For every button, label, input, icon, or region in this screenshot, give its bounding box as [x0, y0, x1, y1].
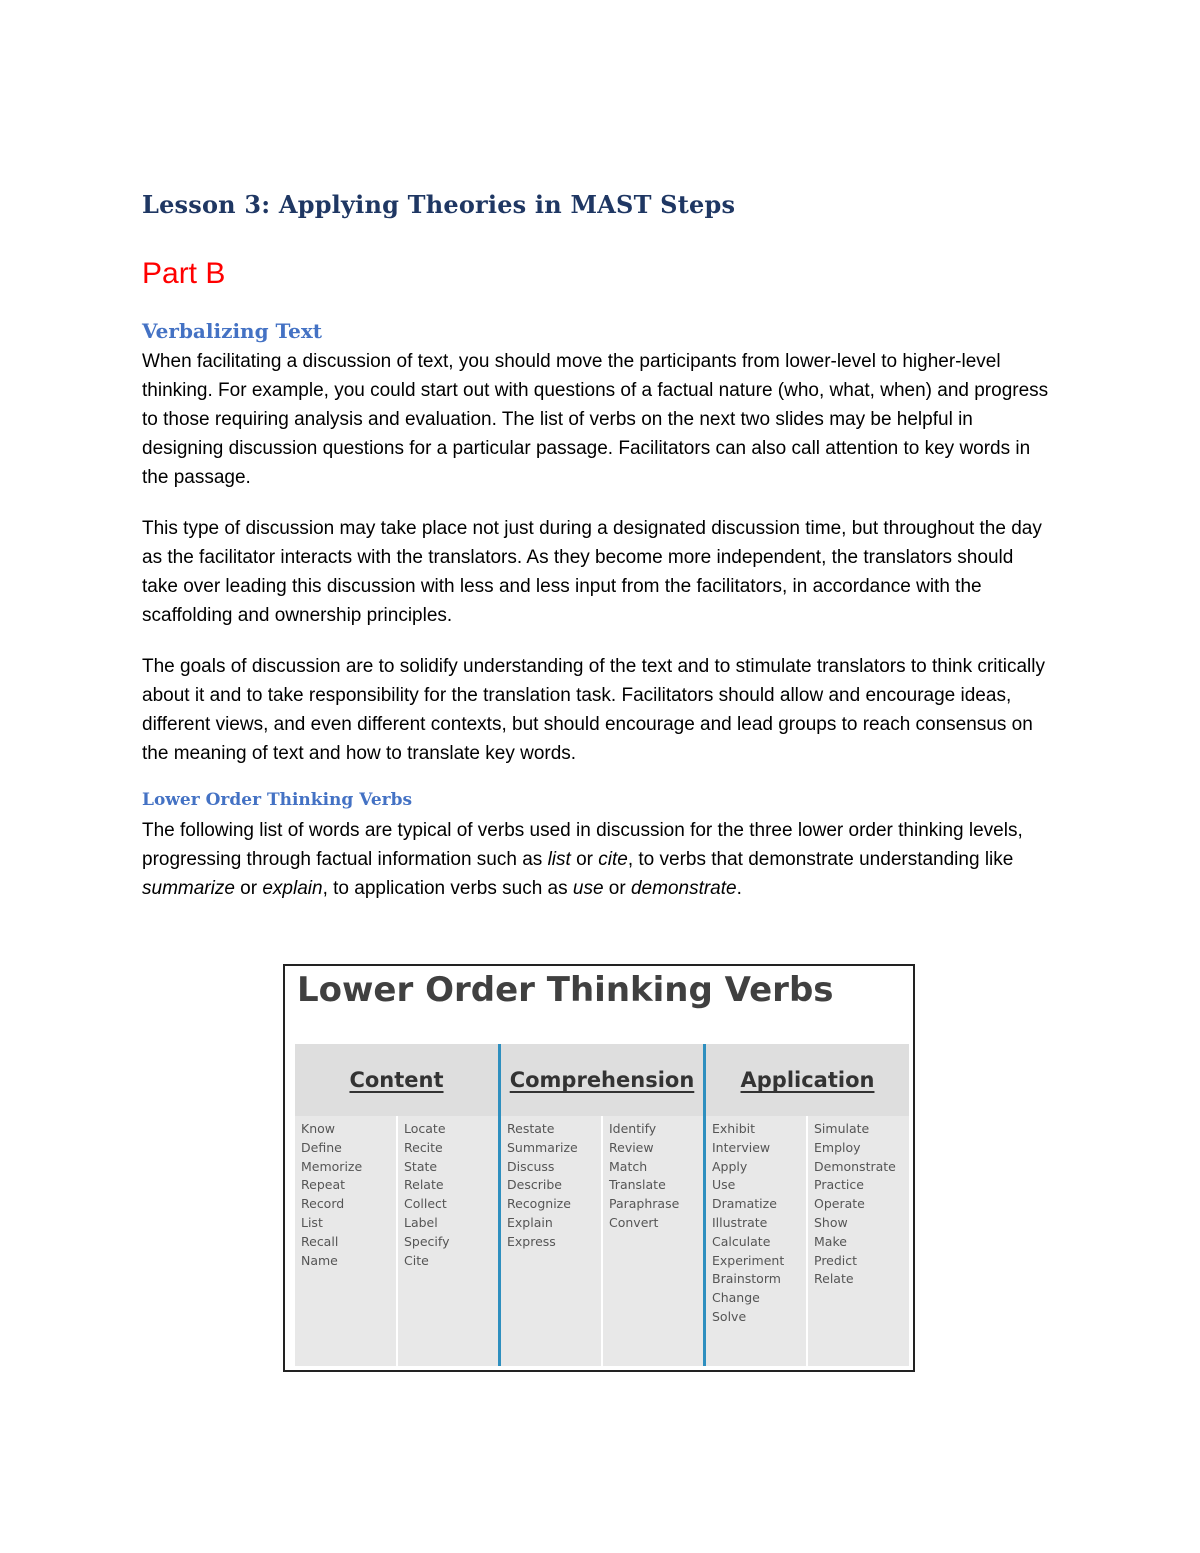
- emphasis-cite: cite: [598, 849, 628, 870]
- verb: Change: [712, 1290, 760, 1306]
- verb: Solve: [712, 1308, 747, 1324]
- verb: Convert: [609, 1214, 659, 1230]
- verb-list: [706, 1116, 806, 1366]
- verb-list: [501, 1116, 601, 1366]
- document-content: [142, 190, 1052, 903]
- verb: Exhibit: [712, 1121, 755, 1136]
- column-heading: Application: [740, 1068, 875, 1092]
- verb: Experiment: [712, 1252, 785, 1268]
- verb: Translate: [609, 1177, 666, 1193]
- verb: Paraphrase: [609, 1196, 680, 1212]
- verb: Dramatize: [712, 1196, 777, 1212]
- verb: Collect: [404, 1196, 447, 1212]
- verb: Identify: [609, 1121, 657, 1136]
- paragraph-2: This type of discussion may take place not just during a designated discussion time, but throughout the day as the facilitator interacts with the translators. As they become more independent, the translators should take over leading this discussion with less and less input from the facilitators, in accordance with the scaffolding and ownership principles.: [142, 518, 1042, 626]
- verb: Restate: [507, 1121, 555, 1136]
- lesson-title: Lesson 3: Applying Theories in MAST Steps: [142, 190, 736, 219]
- verbs-table: [295, 1044, 909, 1366]
- verb: Recall: [301, 1233, 339, 1249]
- part-title: Part B: [142, 257, 226, 290]
- verb: Cite: [404, 1252, 429, 1268]
- paragraph-1: When facilitating a discussion of text, you should move the participants from lower-level to higher-level thinking. For example, you could start out with questions of a factual nature (who, what, when) and progress to those requiring analysis and evaluation. The list of verbs on the next two slides may be helpful in designing discussion questions for a particular passage. Facilitators can also call attention to key words in the passage.: [142, 351, 1049, 488]
- verb: Name: [301, 1252, 338, 1268]
- verb: Repeat: [301, 1177, 346, 1193]
- emphasis-explain: explain: [262, 878, 323, 899]
- verb-list: [295, 1116, 396, 1366]
- column-application: [706, 1044, 909, 1366]
- verb: List: [301, 1214, 323, 1230]
- verb: Express: [507, 1233, 556, 1249]
- paragraph-4: The following list of words are typical of verbs used in discussion for the three lower order thinking levels, progressing through factual information such as list or cite, to verbs that demonstrate understanding like summarize or explain, to application verbs such as use or demonstrate.: [142, 820, 1023, 899]
- verb: Interview: [712, 1139, 771, 1155]
- verb: Memorize: [301, 1158, 363, 1174]
- verb: Apply: [712, 1158, 748, 1174]
- verb: Describe: [507, 1177, 562, 1193]
- verb: Use: [712, 1177, 736, 1193]
- verb-list: [808, 1116, 909, 1366]
- verb: Define: [301, 1139, 342, 1155]
- verb: Predict: [814, 1252, 858, 1268]
- verb-list: [603, 1116, 703, 1366]
- verb: State: [404, 1158, 438, 1174]
- verb: Specify: [404, 1233, 450, 1249]
- verb: Recognize: [507, 1196, 571, 1212]
- verb: Calculate: [712, 1233, 771, 1249]
- verbs-figure: [283, 964, 915, 1372]
- sub-heading: Lower Order Thinking Verbs: [142, 790, 413, 810]
- figure-title: Lower Order Thinking Verbs: [297, 970, 834, 1010]
- verb: Recite: [404, 1139, 443, 1155]
- verb: Make: [814, 1233, 847, 1249]
- verb: Relate: [814, 1271, 854, 1287]
- verb: Operate: [814, 1196, 865, 1212]
- verb: Summarize: [507, 1139, 578, 1155]
- column-content: [295, 1044, 498, 1366]
- verb: Locate: [404, 1121, 446, 1136]
- verb: Brainstorm: [712, 1271, 781, 1287]
- column-heading: Comprehension: [509, 1068, 695, 1092]
- verb: Practice: [814, 1177, 864, 1193]
- verb-list: [398, 1116, 498, 1366]
- verb: Label: [404, 1214, 438, 1230]
- verb: Demonstrate: [814, 1158, 896, 1174]
- verb: Relate: [404, 1177, 444, 1193]
- emphasis-demonstrate: demonstrate: [630, 878, 737, 899]
- emphasis-list: list: [547, 849, 571, 870]
- verb: Discuss: [507, 1158, 555, 1174]
- verb: Record: [301, 1196, 345, 1212]
- paragraph-3: The goals of discussion are to solidify understanding of the text and to stimulate translators to think critically about it and to take responsibility for the translation task. Facilitators should allow and encourage ideas, different views, and even different contexts, but should encourage and lead groups to reach consensus on the meaning of text and how to translate key words.: [142, 656, 1045, 764]
- emphasis-summarize: summarize: [142, 878, 235, 899]
- column-heading: Content: [349, 1068, 444, 1092]
- verb: Explain: [507, 1214, 553, 1230]
- verb: Know: [301, 1121, 335, 1136]
- column-comprehension: [501, 1044, 703, 1366]
- verb: Illustrate: [712, 1214, 768, 1230]
- emphasis-use: use: [572, 878, 604, 899]
- section-heading: Verbalizing Text: [142, 319, 322, 343]
- verb: Employ: [814, 1139, 861, 1155]
- verb: Match: [609, 1158, 648, 1174]
- verb: Simulate: [814, 1121, 870, 1136]
- verb: Review: [609, 1139, 654, 1155]
- verb: Show: [814, 1214, 848, 1230]
